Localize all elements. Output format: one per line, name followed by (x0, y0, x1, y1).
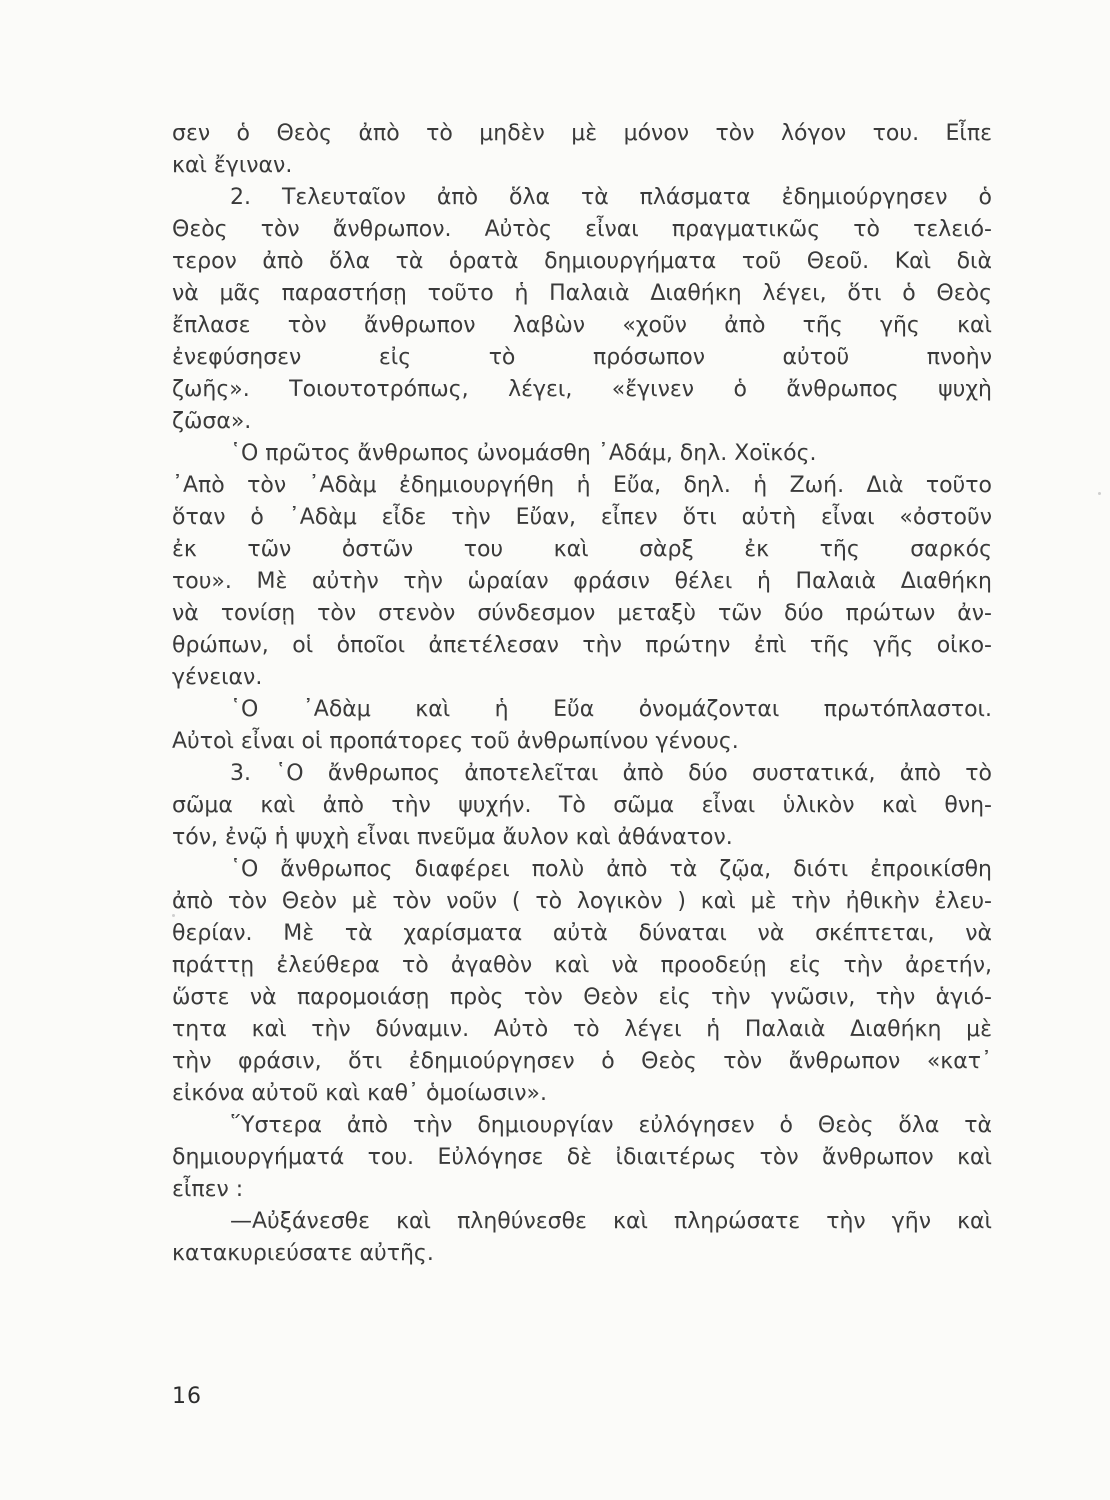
text-line: ἀπὸ τὸν Θεὸν μὲ τὸν νοῦν ( τὸ λογικὸν ) καὶ μὲ τὴν ἠθικὴν ἐλευ- (172, 889, 992, 914)
text-line: σεν ὁ Θεὸς ἀπὸ τὸ μηδὲν μὲ μόνον τὸν λόγον του. Εἶπε (172, 121, 992, 146)
text-line: δημιουργήματά του. Εὐλόγησε δὲ ἰδιαιτέρως τὸν ἄνθρωπον καὶ (172, 1145, 992, 1170)
text-line: —Αὐξάνεσθε καὶ πληθύνεσθε καὶ πληρώσατε τὴν γῆν καὶ (230, 1209, 992, 1234)
text-line: ἐνεφύσησεν εἰς τὸ πρόσωπον αὐτοῦ πνοὴν (172, 345, 992, 370)
paper-speck (1098, 492, 1101, 495)
text-line: ὅταν ὁ ᾿Αδὰμ εἶδε τὴν Εὔαν, εἶπεν ὅτι αὐτὴ εἶναι «ὀστοῦν (172, 505, 992, 530)
text-line: Θεὸς τὸν ἄνθρωπον. Αὐτὸς εἶναι πραγματικῶς τὸ τελειό- (172, 217, 992, 242)
text-line: πράττῃ ἐλεύθερα τὸ ἀγαθὸν καὶ νὰ προοδεύῃ εἰς τὴν ἀρετήν, (172, 953, 992, 978)
text-line: ζῶσα». (172, 409, 252, 434)
text-line: ῾Ο πρῶτος ἄνθρωπος ὠνομάσθη ᾿Αδάμ, δηλ. Χοϊκός. (230, 441, 817, 466)
text-line: ὥστε νὰ παρομοιάσῃ πρὸς τὸν Θεὸν εἰς τὴν γνῶσιν, τὴν ἁγιό- (172, 985, 992, 1010)
text-line: τόν, ἐνῷ ἡ ψυχὴ εἶναι πνεῦμα ἄυλον καὶ ἀθάνατον. (172, 825, 733, 850)
text-line: νὰ τονίσῃ τὸν στενὸν σύνδεσμον μεταξὺ τῶν δύο πρώτων ἀν- (172, 601, 992, 626)
text-line: του». Μὲ αὐτὴν τὴν ὡραίαν φράσιν θέλει ἡ Παλαιὰ Διαθήκη (172, 569, 992, 594)
text-line: κατακυριεύσατε αὐτῆς. (172, 1241, 434, 1266)
text-line: ἐκ τῶν ὀστῶν του καὶ σὰρξ ἐκ τῆς σαρκός (172, 537, 992, 562)
body-text (172, 118, 992, 1270)
paper-speck (172, 914, 175, 917)
text-line: νὰ μᾶς παραστήσῃ τοῦτο ἡ Παλαιὰ Διαθήκη λέγει, ὅτι ὁ Θεὸς (172, 281, 992, 306)
text-line: καὶ ἔγιναν. (172, 153, 293, 178)
text-line: ζωῆς». Τοιουτοτρόπως, λέγει, «ἔγινεν ὁ ἄνθρωπος ψυχὴ (172, 377, 992, 402)
text-line: σῶμα καὶ ἀπὸ τὴν ψυχήν. Τὸ σῶμα εἶναι ὑλικὸν καὶ θνη- (172, 793, 992, 818)
text-line: εἶπεν : (172, 1177, 244, 1202)
text-line: ῾Ο ἄνθρωπος διαφέρει πολὺ ἀπὸ τὰ ζῷα, διότι ἐπροικίσθη (230, 857, 992, 882)
text-line: Αὐτοὶ εἶναι οἱ προπάτορες τοῦ ἀνθρωπίνου γένους. (172, 729, 739, 754)
text-line: τὴν φράσιν, ὅτι ἐδημιούργησεν ὁ Θεὸς τὸν ἄνθρωπον «κατ᾿ (172, 1049, 992, 1074)
text-line: ῞Υστερα ἀπὸ τὴν δημιουργίαν εὐλόγησεν ὁ Θεὸς ὅλα τὰ (230, 1113, 992, 1138)
text-line: θρώπων, οἱ ὁποῖοι ἀπετέλεσαν τὴν πρώτην ἐπὶ τῆς γῆς οἰκο- (172, 633, 992, 658)
text-line: τητα καὶ τὴν δύναμιν. Αὐτὸ τὸ λέγει ἡ Παλαιὰ Διαθήκη μὲ (172, 1017, 992, 1042)
page-number: 16 (172, 1384, 202, 1409)
text-line: θερίαν. Μὲ τὰ χαρίσματα αὐτὰ δύναται νὰ σκέπτεται, νὰ (172, 921, 992, 946)
text-line: 2. Τελευταῖον ἀπὸ ὅλα τὰ πλάσματα ἐδημιούργησεν ὁ (230, 185, 992, 210)
text-line: ᾿Απὸ τὸν ᾿Αδὰμ ἐδημιουργήθη ἡ Εὔα, δηλ. ἡ Ζωή. Διὰ τοῦτο (172, 473, 992, 498)
text-line: ἔπλασε τὸν ἄνθρωπον λαβὼν «χοῦν ἀπὸ τῆς γῆς καὶ (172, 313, 992, 338)
text-line: τερον ἀπὸ ὅλα τὰ ὁρατὰ δημιουργήματα τοῦ Θεοῦ. Καὶ διὰ (172, 249, 992, 274)
text-line: 3. ῾Ο ἄνθρωπος ἀποτελεῖται ἀπὸ δύο συστατικά, ἀπὸ τὸ (230, 761, 992, 786)
text-line: εἰκόνα αὐτοῦ καὶ καθ᾿ ὁμοίωσιν». (172, 1081, 547, 1106)
text-line: γένειαν. (172, 665, 263, 690)
text-line: ῾Ο ᾿Αδὰμ καὶ ἡ Εὔα ὀνομάζονται πρωτόπλαστοι. (230, 697, 992, 722)
